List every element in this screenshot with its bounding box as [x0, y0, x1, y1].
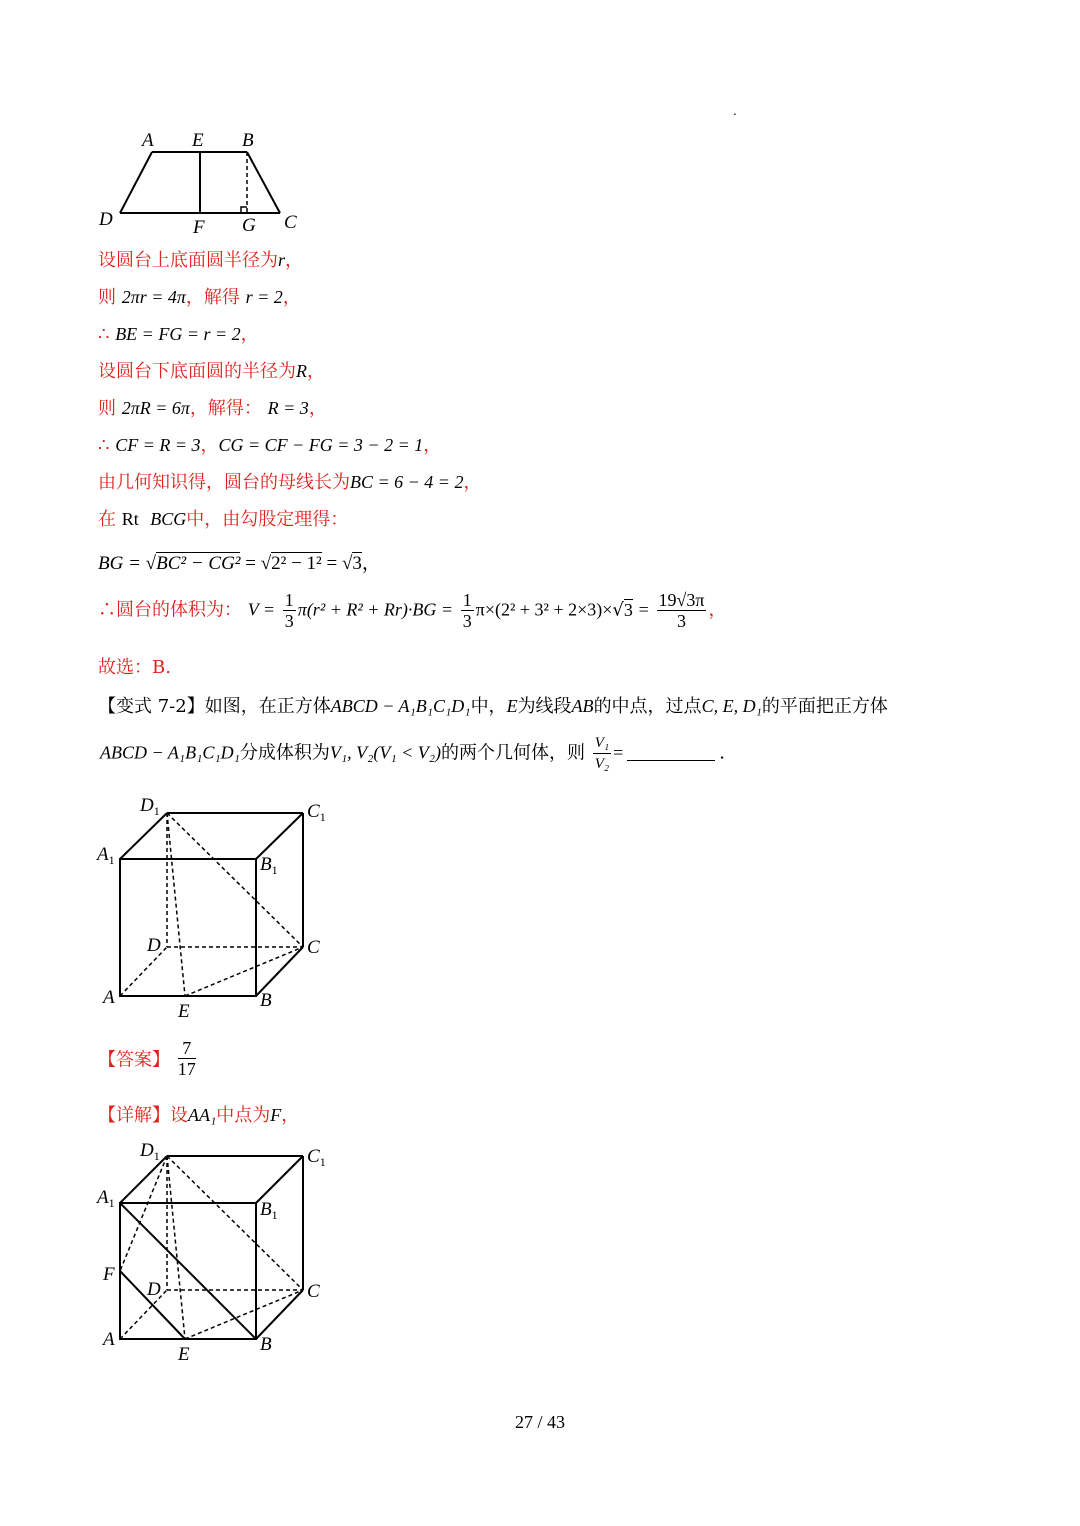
numerator: 7	[178, 1038, 196, 1059]
eq: 2πr = 4π	[121, 287, 186, 307]
points: C, E, D₁	[701, 696, 762, 716]
eq: BE = FG = r = 2	[115, 324, 241, 344]
denominator: 3	[284, 611, 294, 631]
fig2-label-b1: $B_1$	[260, 854, 278, 877]
fig3-label-a1: $A_1$	[97, 1187, 115, 1210]
fig2-label-d1: $D_1$	[140, 795, 160, 818]
corner-dot: .	[733, 104, 737, 118]
solution-line-9	[98, 548, 381, 575]
expr: π×(2² + 3² + 2×3)×	[475, 599, 613, 620]
text: 则	[98, 287, 116, 308]
eq: 2πR = 6π	[121, 398, 190, 418]
segment: AA₁	[188, 1105, 217, 1125]
cube-name: ABCD − A₁B₁C₁D₁	[330, 696, 471, 716]
volumes: V₁, V₂	[329, 742, 374, 763]
punct: ，	[423, 435, 442, 456]
therefore-symbol: ∴	[98, 599, 116, 621]
numerator: V₁	[593, 733, 611, 754]
punct: ，	[282, 287, 301, 308]
fig1-label-d: D	[99, 209, 113, 230]
radicand: BC² − CG²	[156, 553, 241, 574]
punct: ，	[281, 1105, 300, 1126]
answer-line	[98, 1038, 198, 1079]
eq: CF = R = 3	[115, 435, 201, 455]
problem-tag: 【变式 7-2】	[98, 696, 205, 717]
eq: CG = CF − FG = 3 − 2 = 1	[218, 435, 424, 455]
numerator: 1	[284, 590, 294, 610]
punct: ，	[361, 553, 381, 574]
equals: =	[240, 553, 261, 574]
solution-line-11: 故选：B.	[98, 657, 171, 678]
var: r	[278, 250, 286, 270]
solution-line-3	[98, 320, 259, 346]
fig1-label-f: F	[193, 217, 205, 238]
fig3-label-d: D	[147, 1279, 161, 1300]
answer-blank[interactable]	[627, 760, 715, 761]
fig3-label-b1: $B_1$	[260, 1199, 278, 1222]
text: 中，由勾股定理得：	[186, 509, 349, 530]
solution-line-1	[98, 246, 303, 272]
equals: =	[321, 553, 342, 574]
text: 中点为	[216, 1105, 271, 1126]
solution-line-8	[98, 505, 348, 531]
denominator: V₂	[594, 756, 610, 772]
text: 的两个几何体，则	[441, 742, 585, 764]
solution-line-2	[98, 283, 301, 309]
solution-line-4	[98, 357, 325, 383]
expr: π(r² + R² + Rr)·BG =	[297, 599, 454, 620]
rt: Rt	[121, 509, 139, 529]
problem-line-1	[98, 692, 888, 718]
text: 中，	[470, 696, 507, 717]
equals: =	[638, 599, 649, 620]
text: 的平面把正方体	[761, 696, 888, 717]
ratio-fraction	[593, 733, 611, 774]
fraction	[657, 590, 707, 631]
sqrt-icon: √	[260, 553, 272, 574]
text: 设	[170, 1105, 188, 1126]
sqrt-icon: √	[612, 599, 624, 621]
text: 的中点，过点	[593, 696, 702, 717]
equals: =	[613, 742, 624, 763]
fig2-label-d: D	[147, 935, 161, 956]
fig2-label-c1: $C_1$	[307, 801, 326, 824]
fig3-label-e: E	[178, 1344, 190, 1365]
eq: R = 3	[267, 398, 309, 418]
text: 设圆台上底面圆半径为	[98, 250, 278, 271]
radicand: 3	[352, 553, 362, 574]
cube-name: ABCD − A₁B₁C₁D₁	[100, 742, 240, 763]
punct: ，	[200, 435, 219, 456]
text: 则	[98, 398, 116, 419]
condition: (V₁ < V₂)	[373, 742, 441, 763]
punct: ，	[307, 361, 325, 382]
text: 为线段	[517, 696, 572, 717]
var: R	[296, 361, 307, 381]
fig3-label-b: B	[260, 1334, 272, 1355]
punct: ，	[285, 250, 304, 271]
punct: .	[719, 742, 726, 764]
fig3-label-c1: $C_1$	[307, 1146, 326, 1169]
solution-line-6	[98, 431, 441, 457]
denominator: 3	[677, 611, 686, 631]
sqrt-icon: √	[145, 553, 157, 574]
trapezoid-figure	[95, 125, 315, 240]
fig2-label-a: A	[103, 987, 115, 1008]
numerator: 19√3π	[658, 590, 705, 610]
fig1-label-g: G	[242, 215, 256, 236]
fig1-label-b: B	[242, 130, 254, 151]
text: 圆台的体积为：	[116, 599, 242, 621]
text: ，解得：	[189, 398, 262, 419]
text: 分成体积为	[239, 742, 330, 764]
eq: BC = 6 − 4 = 2	[350, 472, 464, 492]
solution-line-5	[98, 394, 327, 420]
detail-line	[98, 1101, 299, 1127]
answer-fraction	[178, 1038, 196, 1079]
fig1-label-e: E	[192, 130, 204, 151]
text: 由几何知识得，圆台的母线长为	[98, 472, 350, 493]
fig3-label-f: F	[103, 1264, 115, 1285]
var: E	[506, 696, 518, 716]
sqrt-icon: √	[341, 553, 353, 574]
denominator: 3	[462, 611, 472, 631]
lhs: BG =	[98, 553, 141, 574]
therefore-symbol: ∴	[98, 435, 110, 456]
solution-line-10	[98, 590, 726, 631]
text: 在	[98, 509, 116, 530]
text: ，解得	[185, 287, 240, 308]
solution-line-7	[98, 468, 481, 494]
numerator: 1	[462, 590, 472, 610]
denominator: 17	[177, 1059, 196, 1079]
cube-figure-1	[95, 790, 345, 1025]
text: 设圆台下底面圆的半径为	[98, 361, 296, 382]
cube-figure-2	[95, 1135, 345, 1370]
punct: ，	[708, 599, 727, 621]
segment: AB	[571, 696, 594, 716]
fraction	[283, 590, 296, 631]
fig2-label-c: C	[307, 937, 320, 958]
fig1-label-a: A	[142, 130, 154, 151]
fig2-label-a1: $A_1$	[97, 844, 115, 867]
lhs: V =	[247, 599, 276, 620]
problem-line-2	[100, 733, 725, 774]
fig1-label-c: C	[284, 212, 297, 233]
punct: ，	[240, 324, 259, 345]
punct: ，	[308, 398, 327, 419]
fig3-label-a: A	[103, 1329, 115, 1350]
fig3-label-d1: $D_1$	[140, 1140, 160, 1163]
fig2-label-e: E	[178, 1001, 190, 1022]
radicand: 2² − 1²	[271, 553, 322, 574]
var: F	[270, 1105, 282, 1125]
detail-tag: 【详解】	[98, 1105, 170, 1126]
fig3-label-c: C	[307, 1281, 320, 1302]
punct: ，	[463, 472, 482, 493]
fig2-label-b: B	[260, 990, 272, 1011]
answer-tag: 【答案】	[98, 1049, 170, 1071]
triangle-name: BCG	[150, 509, 187, 529]
eq: r = 2	[245, 287, 283, 307]
page-number: 27 / 43	[514, 1412, 565, 1432]
fraction	[461, 590, 474, 631]
text: 如图，在正方体	[204, 696, 331, 717]
radicand: 3	[623, 599, 633, 620]
therefore-symbol: ∴	[98, 324, 110, 345]
